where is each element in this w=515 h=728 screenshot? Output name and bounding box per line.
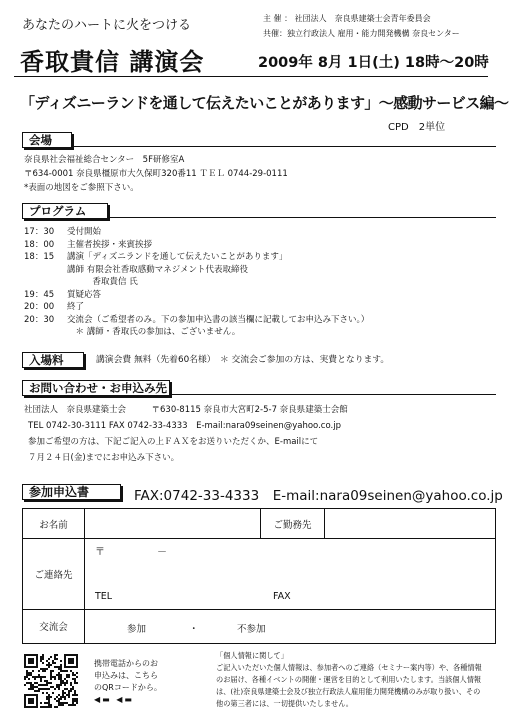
program-item [24,263,494,275]
contact-label: ご連絡先 [23,539,85,610]
program-text: ＊ 講師・香取氏の参加は、ございません。 [67,327,241,337]
name-label: お名前 [23,509,85,539]
application-form [22,508,496,644]
program-item [24,313,494,325]
program-item [24,275,494,287]
venue-map-note: *表面の地図をご参照下さい。 [24,183,139,193]
program-text: 交流会（ご希望者のみ。下の参加申込書の該当欄に記載してお申込み下さい。） [67,314,370,325]
contact-field[interactable] [85,539,496,610]
program-time: 20：30 [24,314,55,325]
program-time: 18：00 [24,239,55,250]
arrow-icon: ◀▬ ◀▬ [94,695,134,704]
subtitle: 「ディズニーランドを通して伝えたいことがあります」～感動サービス編～ [20,94,509,112]
inquiry-address: 社団法人 奈良県建築士会 〒630-8115 奈良市大宮町2-5-7 奈良県建築士会館 [24,405,348,415]
inquiry-heading: お問い合わせ・お申込み先 [22,380,170,396]
fee-text: 講演会費 無料（先着60名様） ＊ 交流会ご参加の方は、実費となります。 [96,355,390,365]
program-item [24,225,494,237]
inquiry-rule [170,394,496,395]
option-separator: ・ [189,623,199,635]
privacy-line: は、(社)奈良県建築士会及び独立行政法人雇用能力開発機構のみが取り扱い、その [216,687,481,696]
inquiry-contacts: TEL 0742-30-3111 FAX 0742-33-4333 E-mail:nara09seinen@yahoo.co.jp [28,421,341,431]
qr-text-line: 申込みは、こちら [94,671,158,680]
venue-address: 〒634-0001 奈良県橿原市大久保町320番11 ＴＥＬ 0744-29-0111 [24,169,288,179]
inquiry-instructions: 参加ご希望の方は、下記ご記入の上ＦＡＸをお送りいただくか、E-mailにて [28,437,319,447]
host-organizer: 主 催 ： 社団法人 奈良県建築士会青年委員会 [263,14,431,23]
cohost-organizer: 共催：独立行政法人 雇用・能力開発機構 奈良センター [263,29,460,38]
venue-name: 奈良県社会福祉総合センター 5F研修室A [24,155,185,165]
program-text: 主催者挨拶・来賓挨拶 [67,239,153,250]
privacy-line: ご記入いただいた個人情報は、参加者へのご連絡（セミナー案内等）や、各種情報 [216,663,482,672]
fee-heading: 入場料 [22,352,84,368]
program-text: 香取貴信 氏 [67,277,138,287]
program-item [24,288,494,300]
postal-mark: 〒 [95,547,105,559]
program-text: 講師 有限会社香取感動マネジメント代表取締役 [67,264,248,275]
title-block [14,40,488,77]
party-label: 交流会 [23,609,85,643]
qr-instructions [94,658,162,706]
program-item [24,250,494,262]
program-time: 18：15 [24,252,55,262]
program-text: 受付開始 [67,227,102,237]
program-item [24,325,494,337]
postal-dash: － [157,547,167,559]
name-field[interactable] [85,509,261,539]
program-text: 講演「ディズニランドを通して伝えたいことがあります」 [67,252,288,262]
event-date: 2009年 8月 1日(土) 18時～20時 [258,55,489,71]
program-time: 17：30 [24,227,55,237]
qr-text-line: のQRコードから。 [94,683,162,692]
not-attend-option[interactable]: 不参加 [237,623,266,635]
form-contact: FAX:0742-33-4333 E-mail:nara09seinen@yahoo.co.jp [134,488,503,504]
inquiry-deadline: ７月２４日(金)までにお申込み下さい。 [28,453,180,463]
program-text: 質疑応答 [67,289,102,300]
program-time: 20：00 [24,302,55,312]
privacy-line: 他の第三者には、一切提供いたしません。 [216,699,353,708]
program-text: 終了 [67,302,85,312]
qr-code[interactable] [24,654,78,708]
program-time: 19：45 [24,289,55,300]
fax-label: FAX [273,591,291,603]
privacy-title: 「個人情報に関して」 [216,651,288,660]
cpd-credits: CPD 2単位 [388,122,446,133]
attend-option[interactable]: 参加 [127,623,147,635]
privacy-line: のお届け、各種イベントの開催・運営を目的として利用いたします。当該個人情報 [216,675,482,684]
workplace-label: ご勤務先 [261,509,325,539]
program-item [24,300,494,312]
program-list [24,225,494,345]
program-rule [108,217,496,218]
page-title: 香取貴信 講演会 [20,48,205,76]
venue-heading: 会場 [22,132,72,148]
tagline: あなたのハートに火をつける [22,18,192,33]
program-item [24,238,494,250]
form-heading: 参加申込書 [22,484,121,500]
program-heading: プログラム [22,203,108,219]
venue-rule [72,146,496,147]
tel-label: TEL [95,591,113,603]
qr-text-line: 携帯電話からのお [94,659,158,668]
privacy-notice [216,650,482,710]
workplace-field[interactable] [325,509,496,539]
party-choice[interactable] [85,609,496,643]
